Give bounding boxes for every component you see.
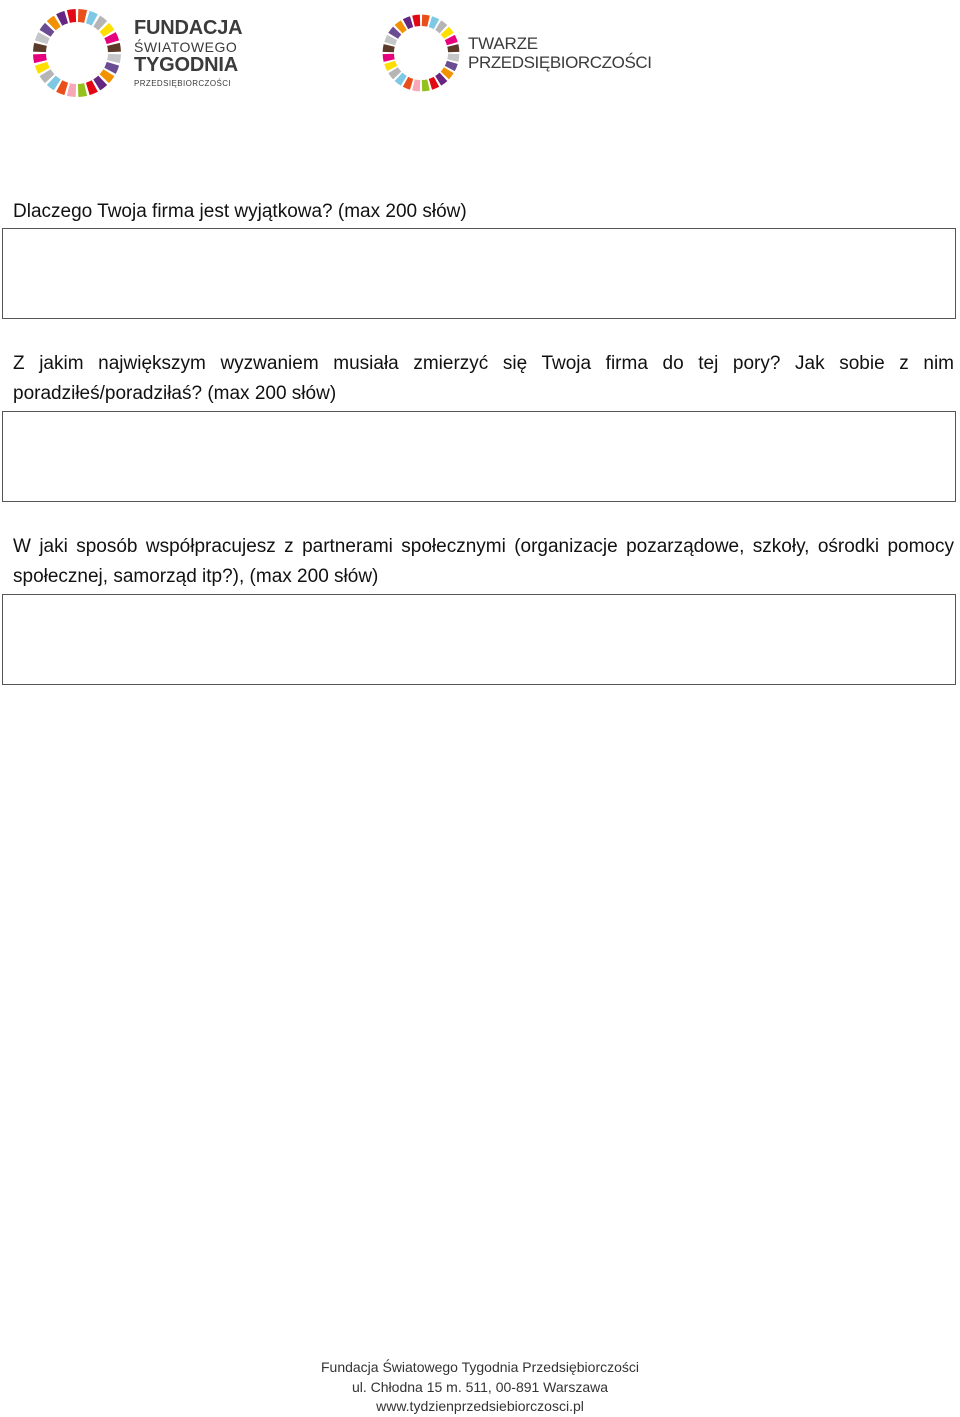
question-1: Dlaczego Twoja firma jest wyjątkowa? (max 200 słów) — [13, 201, 467, 222]
footer-org-name: Fundacja Światowego Tygodnia Przedsiębiorczości — [320, 1359, 640, 1375]
logo-ring-segment — [422, 15, 430, 27]
logo-ring-segment — [107, 43, 121, 52]
answer-field-2[interactable] — [2, 411, 956, 502]
logo2-line-1: TWARZE — [468, 34, 538, 53]
logo-ring-icon — [380, 12, 462, 94]
logo-ring-icon — [30, 6, 124, 100]
logo-ring-segment — [33, 54, 47, 63]
logo2-line-2: PRZEDSIĘBIORCZOŚCI — [468, 53, 652, 72]
logo-ring-segment — [383, 44, 395, 52]
logo-line-2: ŚWIATOWEGO — [134, 39, 238, 55]
footer-address: ul. Chłodna 15 m. 511, 00-891 Warszawa — [351, 1378, 609, 1395]
logo-line-4: PRZEDSIĘBIORCZOŚCI — [134, 79, 231, 88]
question-2: Z jakim największym wyzwaniem musiała zmierzyć się Twoja firma do tej pory? Jak sobie z nim poradziłeś/poradziłaś? (max 200 słów) — [13, 353, 954, 404]
logo-ring-segment — [67, 83, 76, 97]
answer-field-1[interactable] — [2, 228, 956, 319]
footer-website: www.tydzienprzedsiebiorczosci.pl — [376, 1398, 584, 1414]
logo-ring-segment — [67, 9, 76, 23]
logo-ring-segment — [422, 79, 430, 91]
logo-ring-segment — [447, 44, 459, 52]
logo-fundacja — [30, 6, 242, 100]
logo-ring-segment — [412, 79, 420, 91]
logo-ring-segment — [412, 15, 420, 27]
logo-ring-segment — [447, 54, 459, 62]
logo-line-1: FUNDACJA — [134, 17, 243, 39]
logo-ring-segment — [383, 54, 395, 62]
logo-fundacja-text — [134, 18, 242, 88]
logo-ring-segment — [78, 9, 87, 23]
logo-ring-segment — [107, 54, 121, 63]
answer-field-3[interactable] — [2, 594, 956, 685]
footer — [0, 1358, 960, 1417]
logo-twarze — [380, 12, 652, 94]
logo-ring-segment — [33, 43, 47, 52]
question-3: W jaki sposób współpracujesz z partnerami społecznymi (organizacje pozarządowe, szkoły, ośrodki pomocy społecznej, samorząd itp?), (max 200 słów) — [13, 536, 954, 587]
logo-ring-segment — [78, 83, 87, 97]
logo-twarze-text — [468, 35, 652, 71]
logo-line-3: TYGODNIA — [134, 54, 238, 76]
